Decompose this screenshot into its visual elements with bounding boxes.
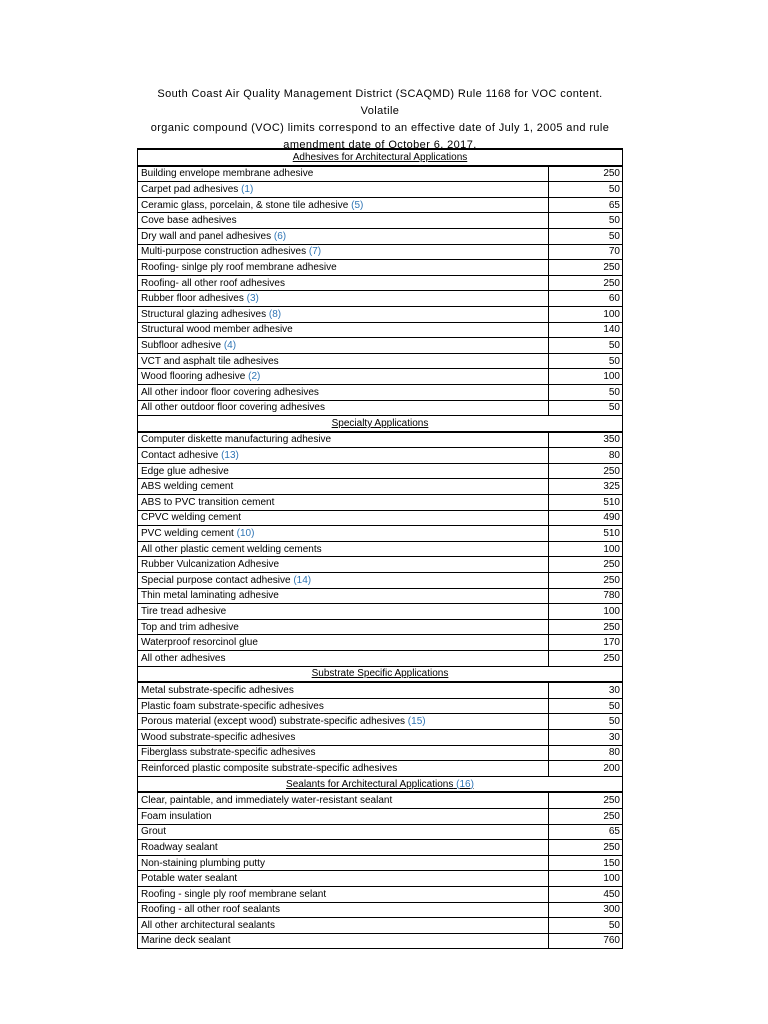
table-row: [138, 384, 623, 400]
voc-limit-value: 250: [549, 275, 623, 291]
voc-limit-value: 50: [549, 918, 623, 934]
table-row: [138, 808, 623, 824]
table-row: [138, 871, 623, 887]
voc-limit-value: 510: [549, 526, 623, 542]
voc-limit-value: 100: [549, 306, 623, 322]
table-row: [138, 526, 623, 542]
product-category: Structural wood member adhesive: [141, 324, 293, 336]
product-category-cell: [138, 651, 549, 667]
product-category: Roofing - all other roof sealants: [141, 904, 280, 916]
product-category-cell: [138, 182, 549, 198]
footnote-ref: (6): [273, 230, 287, 242]
table-row: [138, 698, 623, 714]
product-category-cell: [138, 855, 549, 871]
table-row: [138, 714, 623, 730]
table-row: [138, 933, 623, 949]
product-category-cell: [138, 682, 549, 698]
table-row: [138, 369, 623, 385]
product-category-cell: [138, 698, 549, 714]
product-category-cell: [138, 306, 549, 322]
product-category-cell: [138, 244, 549, 260]
table-row: [138, 619, 623, 635]
intro-line-1: South Coast Air Quality Management District (SCAQMD) Rule 1168 for VOC content. Volatile: [157, 88, 603, 117]
footnote-ref: (8): [268, 308, 282, 320]
section-header-row: [138, 776, 623, 792]
section-title-text: Adhesives for Architectural Applications: [292, 151, 468, 163]
product-category: Structural glazing adhesives: [141, 308, 267, 320]
document-intro: [140, 86, 620, 154]
footnote-ref: (1): [241, 183, 254, 195]
section-title: [138, 149, 623, 166]
product-category-cell: [138, 400, 549, 416]
product-category: Plastic foam substrate-specific adhesives: [141, 700, 324, 712]
product-category: Clear, paintable, and immediately water-resistant sealant: [141, 795, 393, 807]
table-row: [138, 855, 623, 871]
product-category: Marine deck sealant: [141, 935, 231, 947]
table-row: [138, 291, 623, 307]
section-header-row: [138, 149, 623, 166]
voc-limit-value: 60: [549, 291, 623, 307]
product-category: Carpet pad adhesives: [141, 183, 239, 195]
product-category: Fiberglass substrate-specific adhesives: [141, 747, 316, 759]
table-row: [138, 573, 623, 589]
product-category: Foam insulation: [141, 810, 212, 822]
product-category: Dry wall and panel adhesives: [141, 230, 272, 242]
table-row: [138, 824, 623, 840]
voc-limit-value: 70: [549, 244, 623, 260]
section-header-row: [138, 666, 623, 682]
product-category: Edge glue adhesive: [141, 465, 229, 477]
product-category-cell: [138, 933, 549, 949]
voc-limit-value: 760: [549, 933, 623, 949]
table-row: [138, 792, 623, 808]
table-row: [138, 479, 623, 495]
product-category: All other outdoor floor covering adhesives: [141, 402, 325, 414]
product-category-cell: [138, 275, 549, 291]
product-category: VCT and asphalt tile adhesives: [141, 355, 279, 367]
table-row: [138, 886, 623, 902]
table-row: [138, 197, 623, 213]
table-row: [138, 510, 623, 526]
footnote-ref: (4): [223, 339, 237, 351]
voc-limit-value: 250: [549, 463, 623, 479]
product-category: Top and trim adhesive: [141, 621, 239, 633]
table-row: [138, 745, 623, 761]
product-category: PVC welding cement: [141, 528, 234, 540]
product-category: Reinforced plastic composite substrate-specific adhesives: [141, 762, 398, 774]
product-category: Roadway sealant: [141, 841, 218, 853]
product-category: Waterproof resorcinol glue: [141, 637, 258, 649]
product-category: All other adhesives: [141, 652, 226, 664]
product-category-cell: [138, 166, 549, 182]
product-category-cell: [138, 448, 549, 464]
voc-limit-value: 50: [549, 228, 623, 244]
voc-limit-value: 150: [549, 855, 623, 871]
product-category-cell: [138, 761, 549, 777]
product-category-cell: [138, 918, 549, 934]
table-row: [138, 432, 623, 448]
voc-limit-value: 65: [549, 824, 623, 840]
product-category: ABS welding cement: [141, 481, 234, 493]
product-category: Thin metal laminating adhesive: [141, 590, 279, 602]
intro-line-2: organic compound (VOC) limits correspond to an effective date of July 1, 2005 and rule: [150, 122, 610, 134]
product-category-cell: [138, 573, 549, 589]
footnote-ref: (15): [407, 716, 426, 728]
product-category: All other indoor floor covering adhesives: [141, 386, 319, 398]
voc-limit-value: 490: [549, 510, 623, 526]
product-category-cell: [138, 824, 549, 840]
table-row: [138, 541, 623, 557]
voc-limit-value: 250: [549, 573, 623, 589]
product-category: Roofing - single ply roof membrane selant: [141, 888, 327, 900]
voc-limit-value: 80: [549, 745, 623, 761]
voc-limit-value: 325: [549, 479, 623, 495]
footnote-ref: (13): [221, 450, 239, 462]
product-category-cell: [138, 338, 549, 354]
table-row: [138, 353, 623, 369]
table-row: [138, 918, 623, 934]
table-row: [138, 338, 623, 354]
product-category: Contact adhesive: [141, 450, 219, 462]
product-category: Rubber Vulcanization Adhesive: [141, 559, 280, 571]
section-title-text: Substrate Specific Applications: [311, 668, 449, 680]
voc-limit-value: 50: [549, 353, 623, 369]
product-category: Non-staining plumbing putty: [141, 857, 265, 869]
voc-limit-value: 140: [549, 322, 623, 338]
table-row: [138, 306, 623, 322]
product-category-cell: [138, 510, 549, 526]
section-title: [138, 776, 623, 792]
product-category: Roofing- all other roof adhesives: [141, 277, 285, 289]
product-category-cell: [138, 619, 549, 635]
product-category: Metal substrate-specific adhesives: [141, 684, 294, 696]
voc-limit-value: 510: [549, 495, 623, 511]
voc-limit-value: 250: [549, 840, 623, 856]
table-row: [138, 463, 623, 479]
product-category: Porous material (except wood) substrate-specific adhesives: [141, 716, 406, 728]
voc-limit-value: 50: [549, 338, 623, 354]
table-row: [138, 275, 623, 291]
product-category-cell: [138, 745, 549, 761]
voc-limit-value: 250: [549, 651, 623, 667]
section-header-row: [138, 416, 623, 432]
product-category: Computer diskette manufacturing adhesive: [141, 434, 332, 446]
voc-limit-value: 65: [549, 197, 623, 213]
voc-limit-value: 170: [549, 635, 623, 651]
footnote-ref: (5): [351, 199, 364, 211]
product-category-cell: [138, 714, 549, 730]
product-category-cell: [138, 432, 549, 448]
voc-limit-value: 30: [549, 682, 623, 698]
voc-limit-value: 100: [549, 541, 623, 557]
product-category: Ceramic glass, porcelain, & stone tile adhesive: [141, 199, 349, 211]
footnote-ref: (10): [236, 528, 255, 540]
voc-limit-value: 50: [549, 384, 623, 400]
voc-limit-value: 80: [549, 448, 623, 464]
table-row: [138, 557, 623, 573]
product-category-cell: [138, 729, 549, 745]
product-category: Grout: [141, 826, 167, 838]
product-category-cell: [138, 886, 549, 902]
section-title-text: Specialty Applications: [331, 417, 429, 429]
table-row: [138, 902, 623, 918]
section-title: [138, 416, 623, 432]
voc-limit-value: 100: [549, 369, 623, 385]
voc-limit-value: 50: [549, 182, 623, 198]
product-category: Building envelope membrane adhesive: [141, 168, 314, 180]
voc-limit-value: 250: [549, 808, 623, 824]
footnote-ref: (2): [248, 371, 261, 383]
product-category-cell: [138, 588, 549, 604]
product-category-cell: [138, 635, 549, 651]
table-row: [138, 604, 623, 620]
product-category: Subfloor adhesive: [141, 339, 222, 351]
product-category-cell: [138, 840, 549, 856]
product-category-cell: [138, 495, 549, 511]
product-category: Potable water sealant: [141, 873, 238, 885]
product-category: All other architectural sealants: [141, 919, 275, 931]
voc-limit-value: 200: [549, 761, 623, 777]
voc-limit-value: 780: [549, 588, 623, 604]
product-category: Multi-purpose construction adhesives: [141, 246, 307, 258]
product-category-cell: [138, 479, 549, 495]
product-category-cell: [138, 322, 549, 338]
product-category: ABS to PVC transition cement: [141, 496, 275, 508]
voc-limit-value: 350: [549, 432, 623, 448]
voc-limit-value: 250: [549, 260, 623, 276]
product-category: All other plastic cement welding cements: [141, 543, 322, 555]
voc-limit-value: 100: [549, 871, 623, 887]
table-row: [138, 228, 623, 244]
product-category-cell: [138, 463, 549, 479]
product-category-cell: [138, 291, 549, 307]
table-row: [138, 322, 623, 338]
product-category-cell: [138, 197, 549, 213]
voc-limit-value: 300: [549, 902, 623, 918]
table-row: [138, 166, 623, 182]
table-row: [138, 682, 623, 698]
product-category-cell: [138, 353, 549, 369]
table-row: [138, 729, 623, 745]
voc-limit-value: 30: [549, 729, 623, 745]
voc-limit-value: 250: [549, 557, 623, 573]
voc-limit-value: 50: [549, 400, 623, 416]
voc-limits-table: [137, 148, 623, 949]
product-category-cell: [138, 526, 549, 542]
table-row: [138, 448, 623, 464]
product-category: Roofing- sinlge ply roof membrane adhesive: [141, 261, 337, 273]
table-row: [138, 495, 623, 511]
product-category: Tire tread adhesive: [141, 606, 227, 618]
voc-limit-value: 250: [549, 792, 623, 808]
table-row: [138, 761, 623, 777]
product-category: CPVC welding cement: [141, 512, 242, 524]
product-category-cell: [138, 792, 549, 808]
product-category-cell: [138, 557, 549, 573]
product-category-cell: [138, 808, 549, 824]
table-row: [138, 651, 623, 667]
table-row: [138, 635, 623, 651]
voc-limit-value: 100: [549, 604, 623, 620]
voc-limit-value: 250: [549, 619, 623, 635]
voc-limit-value: 450: [549, 886, 623, 902]
product-category-cell: [138, 228, 549, 244]
section-title-text: Sealants for Architectural Applications: [286, 778, 454, 790]
product-category-cell: [138, 384, 549, 400]
voc-limit-value: 50: [549, 213, 623, 229]
product-category-cell: [138, 369, 549, 385]
product-category-cell: [138, 604, 549, 620]
product-category-cell: [138, 541, 549, 557]
footnote-ref: (7): [308, 246, 322, 258]
intro-line-3: amendment date of October 6, 2017.: [283, 139, 477, 151]
product-category: Wood flooring adhesive: [141, 371, 246, 383]
voc-limit-value: 250: [549, 166, 623, 182]
table-row: [138, 182, 623, 198]
section-footnote-ref: (16): [456, 778, 474, 790]
section-title: [138, 666, 623, 682]
table-row: [138, 588, 623, 604]
table-row: [138, 213, 623, 229]
product-category: Cove base adhesives: [141, 215, 237, 227]
table-row: [138, 244, 623, 260]
product-category-cell: [138, 871, 549, 887]
product-category-cell: [138, 902, 549, 918]
footnote-ref: (14): [293, 574, 312, 586]
product-category-cell: [138, 213, 549, 229]
product-category: Wood substrate-specific adhesives: [141, 731, 296, 743]
table-row: [138, 840, 623, 856]
voc-limit-value: 50: [549, 698, 623, 714]
product-category-cell: [138, 260, 549, 276]
table-row: [138, 260, 623, 276]
product-category: Special purpose contact adhesive: [141, 574, 291, 586]
footnote-ref: (3): [246, 293, 259, 305]
table-row: [138, 400, 623, 416]
product-category: Rubber floor adhesives: [141, 293, 244, 305]
voc-limit-value: 50: [549, 714, 623, 730]
